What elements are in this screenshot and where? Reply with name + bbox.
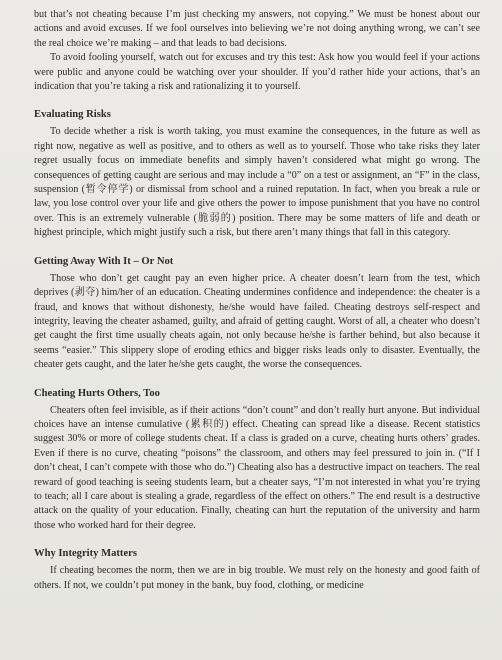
intro-paragraph-2: To avoid fooling yourself, watch out for excuses and try this test: Ask how you would feel if your actions were public and anyone could be watching over your shoulder. If you’d rather hide your actions, that’s an indication that you’re taking a risk and rationalizing it to yourself. (34, 52, 480, 93)
section-body-evaluating-risks: To decide whether a risk is worth taking, you must examine the consequences, in the future as well as right now, negative as well as positive, and to others as well as to yourself. Those who take risks they later regret usually focus on immediate benefits and simply haven’t considered what might go wrong. The consequences of getting caught are serious and may include a “0” on a test or assignment, an “F” in the class, suspension (暂令停学) or dismissal from school and a ruined reputation. In fact, when you break a rule or law, you lose control over your life and give others the power to impose punishment that you have no control over. This is an extremely vulnerable (脆弱的) position. There may be some matters of life and death or highest principle, which might justify such a risk, but there aren’t many things that fall in this category. (34, 126, 480, 239)
section-heading-why-integrity: Why Integrity Matters (34, 548, 137, 560)
section-heading-cheating-hurts: Cheating Hurts Others, Too (34, 387, 160, 399)
section-heading-getting-away: Getting Away With It – Or Not (34, 255, 174, 267)
section-heading-evaluating-risks: Evaluating Risks (34, 109, 111, 121)
section-body-cheating-hurts: Cheaters often feel invisible, as if their actions “don’t count” and don’t really hurt anyone. But individual choices have an intense cumulative (累积的) effect. Cheating can spread like a disease. Recent statistics suggest 30% or more of college students cheat. If a class is graded on a curve, cheating hurts others’ grades. Even if there is no curve, cheating “poisons” the classroom, and others may feel pressured to join in. (“If I don’t cheat, I can’t compete with those who do.”) Cheating also has a destructive impact on teachers. The real reward of good teaching is seeing students learn, but a cheater says, “I’m not interested in what you’re trying to teach; all I care about is stealing a grade, regardless of the effect on others.” The end result is a destructive attack on the quality of your education. Finally, cheating can hurt the reputation of the university and harm those who worked hard for their degree. (34, 404, 480, 531)
section-body-getting-away: Those who don’t get caught pay an even higher price. A cheater doesn’t learn from the test, which deprives (剥夺) him/her of an education. Cheating undermines confidence and independence: the cheater is a fraud, and knows that without dishonesty, he/she would have failed. Cheating destroys self-respect and integrity, leaving the cheater ashamed, guilty, and afraid of getting caught. Worst of all, a cheater who doesn’t get caught the first time usually cheats again, not only because he/she is farther behind, but also because it seems “easier.” This slippery slope of eroding ethics and bigger risks leads only to disaster. Eventually, the cheater gets caught, and the later he/she gets caught, the worse the consequences. (34, 272, 480, 371)
intro-paragraph-1: but that’s not cheating because I’m just checking my answers, not copying.” We must be honest about our actions and avoid excuses. If we fool ourselves into believing we’re not doing anything wrong, we can’t see the real choice we’re making – and that leads to bad decisions. (34, 9, 480, 49)
section-body-why-integrity: If cheating becomes the norm, then we are in big trouble. We must rely on the honesty and good faith of others. If not, we couldn’t put money in the bank, buy food, clothing, or medicine (34, 565, 480, 591)
